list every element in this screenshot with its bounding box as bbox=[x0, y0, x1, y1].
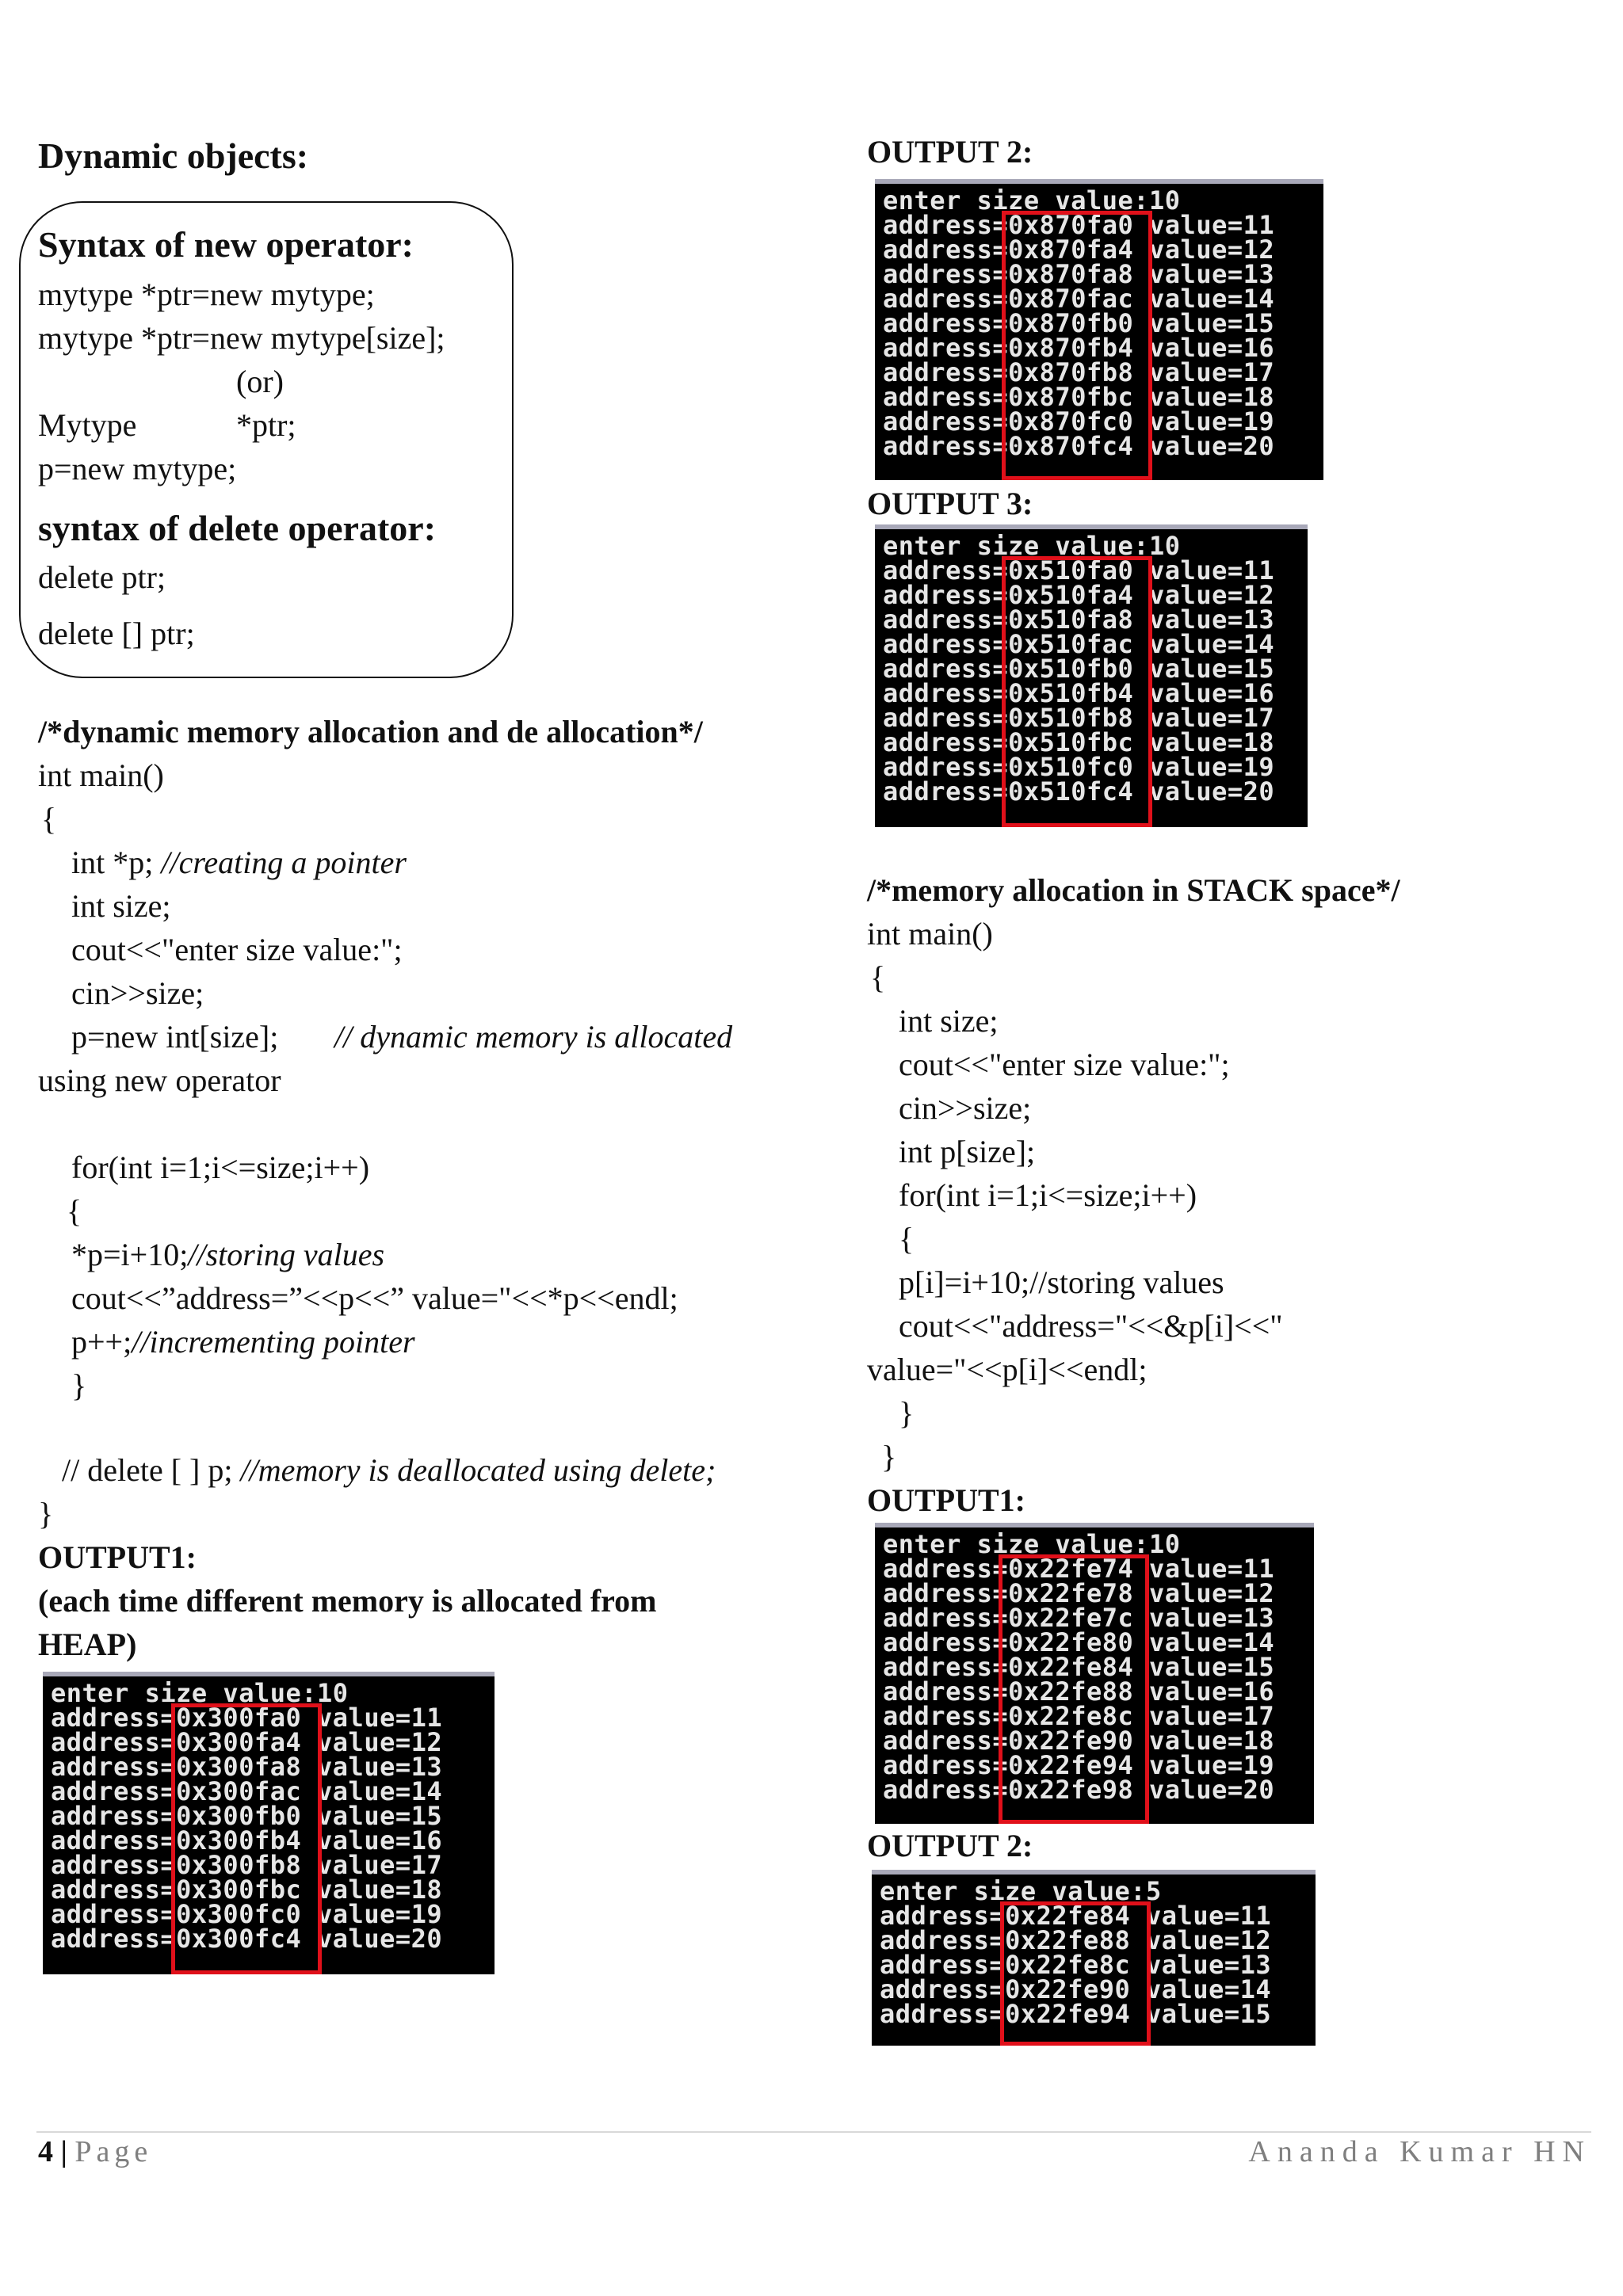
output1-note: HEAP) bbox=[38, 1627, 137, 1662]
console-row: address=0x510fb4 value=16 bbox=[883, 678, 1275, 708]
code-line: { bbox=[870, 959, 886, 995]
console-heap-output-2 bbox=[875, 179, 1323, 480]
syntax-delete-line: delete [] ptr; bbox=[38, 616, 195, 651]
footer-author: Ananda Kumar HN bbox=[1248, 2135, 1591, 2168]
console-row: address=0x22fe80 value=14 bbox=[883, 1627, 1275, 1657]
console-header: enter size value:10 bbox=[883, 1529, 1181, 1559]
code-line: // delete [ ] p; //memory is deallocated using delete; bbox=[62, 1452, 716, 1488]
stack-comment-heading: /*memory allocation in STACK space*/ bbox=[867, 872, 1400, 908]
console-row: address=0x870fbc value=18 bbox=[883, 382, 1275, 412]
console-row: address=0x300fb4 value=16 bbox=[51, 1825, 443, 1855]
address-highlight-box bbox=[1002, 556, 1152, 827]
console-row: address=0x22fe98 value=20 bbox=[883, 1775, 1275, 1805]
code-line: { bbox=[899, 1221, 915, 1257]
console-row: address=0x510fac value=14 bbox=[883, 629, 1275, 659]
code-line: int size; bbox=[899, 1003, 999, 1039]
console-header: enter size value:10 bbox=[51, 1678, 349, 1708]
output3-label: OUTPUT 3: bbox=[867, 486, 1033, 521]
syntax-delete-heading: syntax of delete operator: bbox=[38, 508, 437, 548]
console-row: address=0x510fbc value=18 bbox=[883, 727, 1275, 757]
output2-stack-label: OUTPUT 2: bbox=[867, 1828, 1033, 1863]
address-highlight-box bbox=[1002, 211, 1152, 480]
footer-page-number bbox=[38, 2134, 152, 2169]
console-row: address=0x22fe90 value=18 bbox=[883, 1726, 1275, 1756]
code-line: cin>>size; bbox=[899, 1090, 1032, 1126]
code-line: int main() bbox=[867, 916, 993, 952]
code-line: int size; bbox=[71, 888, 171, 924]
console-row: address=0x870fc4 value=20 bbox=[883, 431, 1275, 461]
console-row: address=0x510fb8 value=17 bbox=[883, 703, 1275, 733]
console-row: address=0x300fb8 value=17 bbox=[51, 1850, 443, 1880]
syntax-new-line: (or) bbox=[236, 364, 284, 399]
console-row: address=0x510fa8 value=13 bbox=[883, 605, 1275, 635]
address-highlight-box bbox=[171, 1703, 322, 1974]
console-row: address=0x510fc4 value=20 bbox=[883, 776, 1275, 807]
footer-separator: | bbox=[53, 2135, 75, 2168]
code-line: value="<<p[i]<<endl; bbox=[867, 1352, 1148, 1387]
console-row: address=0x300fbc value=18 bbox=[51, 1875, 443, 1905]
console-row: address=0x300fa4 value=12 bbox=[51, 1727, 443, 1757]
console-row: address=0x510fa4 value=12 bbox=[883, 580, 1275, 610]
console-row: address=0x22fe84 value=15 bbox=[883, 1652, 1275, 1682]
code-line: p++;//incrementing pointer bbox=[71, 1324, 415, 1360]
code-line: cout<<"enter size value:"; bbox=[71, 932, 403, 967]
code-line: for(int i=1;i<=size;i++) bbox=[899, 1177, 1197, 1213]
syntax-new-line: p=new mytype; bbox=[38, 451, 237, 486]
console-row: address=0x870fb8 value=17 bbox=[883, 357, 1275, 387]
footer-divider bbox=[36, 2131, 1591, 2133]
console-row: address=0x22fe8c value=17 bbox=[883, 1701, 1275, 1731]
code-line: cout<<"address="<<&p[i]<<" bbox=[899, 1308, 1283, 1344]
console-stack-output-1 bbox=[875, 1523, 1314, 1824]
code-line: } bbox=[881, 1439, 897, 1474]
console-row: address=0x870fc0 value=19 bbox=[883, 406, 1275, 437]
console-row: address=0x22fe88 value=12 bbox=[880, 1925, 1272, 1955]
code-line: p=new int[size]; bbox=[71, 1019, 279, 1055]
code-line: int p[size]; bbox=[899, 1134, 1036, 1169]
console-header: enter size value:10 bbox=[883, 531, 1181, 561]
output2-label: OUTPUT 2: bbox=[867, 134, 1033, 170]
syntax-new-heading: Syntax of new operator: bbox=[38, 224, 414, 265]
syntax-new-line: mytype *ptr=new mytype[size]; bbox=[38, 320, 445, 356]
console-row: address=0x300fc4 value=20 bbox=[51, 1924, 443, 1954]
syntax-new-line: Mytype bbox=[38, 407, 137, 443]
code-line: cin>>size; bbox=[71, 975, 204, 1011]
syntax-delete-line: delete ptr; bbox=[38, 559, 166, 595]
page-title: Dynamic objects: bbox=[38, 135, 309, 176]
code-comment-heading: /*dynamic memory allocation and de allocation*/ bbox=[38, 714, 703, 749]
console-row: address=0x870fa8 value=13 bbox=[883, 259, 1275, 289]
console-row: address=0x510fb0 value=15 bbox=[883, 654, 1275, 684]
console-row: address=0x510fc0 value=19 bbox=[883, 752, 1275, 782]
console-heap-output-1 bbox=[43, 1672, 495, 1974]
console-row: address=0x22fe88 value=16 bbox=[883, 1676, 1275, 1707]
output1-label: OUTPUT1: bbox=[38, 1539, 197, 1575]
console-header: enter size value:5 bbox=[880, 1876, 1162, 1906]
console-heap-output-3 bbox=[875, 524, 1308, 827]
code-line: int main() bbox=[38, 757, 164, 793]
console-row: address=0x870fa4 value=12 bbox=[883, 235, 1275, 265]
console-row: address=0x870fb0 value=15 bbox=[883, 308, 1275, 338]
syntax-new-line: mytype *ptr=new mytype; bbox=[38, 277, 375, 312]
console-row: address=0x870fa0 value=11 bbox=[883, 210, 1275, 240]
console-row: address=0x22fe78 value=12 bbox=[883, 1578, 1275, 1608]
code-line: cout<<"enter size value:"; bbox=[899, 1047, 1230, 1082]
console-row: address=0x22fe84 value=11 bbox=[880, 1901, 1272, 1931]
console-row: address=0x22fe8c value=13 bbox=[880, 1950, 1272, 1980]
console-row: address=0x22fe90 value=14 bbox=[880, 1974, 1272, 2004]
console-row: address=0x300fa0 value=11 bbox=[51, 1703, 443, 1733]
code-line: cout<<”address=”<<p<<” value="<<*p<<endl; bbox=[71, 1280, 678, 1316]
code-line: { bbox=[41, 801, 57, 837]
code-comment: // dynamic memory is allocated bbox=[334, 1019, 733, 1055]
code-line: { bbox=[67, 1193, 82, 1229]
output1-stack-label: OUTPUT1: bbox=[867, 1482, 1025, 1518]
console-row: address=0x510fa0 value=11 bbox=[883, 555, 1275, 585]
output1-note: (each time different memory is allocated from bbox=[38, 1583, 657, 1619]
console-row: address=0x300fa8 value=13 bbox=[51, 1752, 443, 1782]
console-row: address=0x22fe7c value=13 bbox=[883, 1603, 1275, 1633]
console-header: enter size value:10 bbox=[883, 185, 1181, 215]
console-row: address=0x22fe94 value=15 bbox=[880, 1999, 1272, 2029]
syntax-new-line: *ptr; bbox=[236, 407, 296, 443]
address-highlight-box bbox=[999, 1554, 1149, 1824]
code-line: } bbox=[899, 1395, 915, 1431]
console-row: address=0x300fb0 value=15 bbox=[51, 1801, 443, 1831]
page-number: 4 bbox=[38, 2135, 53, 2168]
code-line: using new operator bbox=[38, 1062, 281, 1098]
address-highlight-box bbox=[1000, 1901, 1151, 2046]
code-line: *p=i+10;//storing values bbox=[71, 1237, 385, 1272]
code-line: for(int i=1;i<=size;i++) bbox=[71, 1150, 370, 1185]
console-row: address=0x300fc0 value=19 bbox=[51, 1899, 443, 1929]
page-word: Page bbox=[74, 2135, 153, 2168]
console-row: address=0x870fac value=14 bbox=[883, 284, 1275, 314]
console-row: address=0x870fb4 value=16 bbox=[883, 333, 1275, 363]
console-row: address=0x22fe74 value=11 bbox=[883, 1554, 1275, 1584]
console-row: address=0x300fac value=14 bbox=[51, 1776, 443, 1806]
code-line: } bbox=[71, 1367, 87, 1403]
console-row: address=0x22fe94 value=19 bbox=[883, 1750, 1275, 1780]
code-line: p[i]=i+10;//storing values bbox=[899, 1264, 1224, 1300]
console-stack-output-2 bbox=[872, 1870, 1316, 2046]
code-line: int *p; //creating a pointer bbox=[71, 845, 407, 880]
code-line: } bbox=[38, 1496, 54, 1531]
